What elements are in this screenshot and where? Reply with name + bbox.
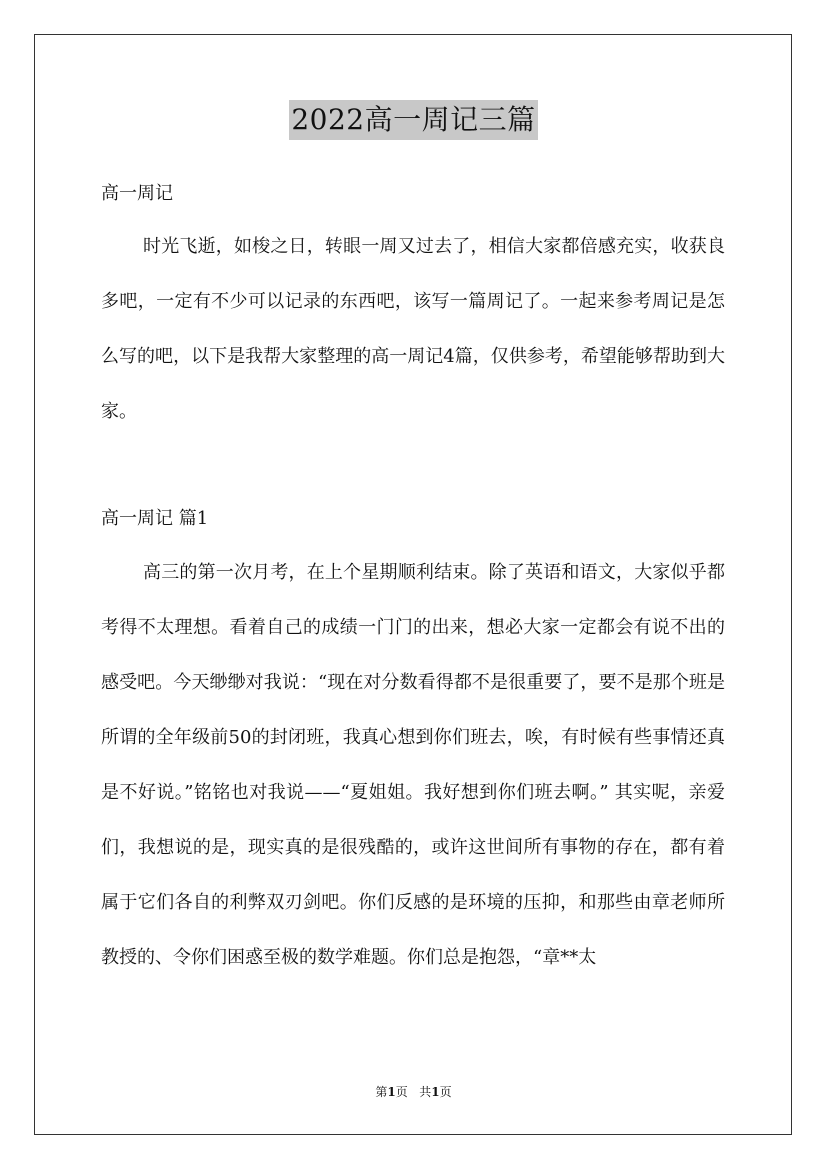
total-pages: 1 xyxy=(431,1085,440,1099)
page-footer xyxy=(0,1084,827,1100)
title-container xyxy=(0,100,827,140)
page-suffix: 页 xyxy=(395,1085,408,1099)
page-number: 1 xyxy=(387,1085,396,1099)
page-prefix: 第 xyxy=(375,1085,388,1099)
section-paragraph: 时光飞逝，如梭之日，转眼一周又过去了，相信大家都倍感充实，收获良多吧，一定有不少可以记录的东西吧，该写一篇周记了。一起来参考周记是怎么写的吧，以下是我帮大家整理的高一周记4篇，仅供参考，希望能够帮助到大家。 xyxy=(101,236,725,422)
section-paragraph: 高三的第一次月考，在上个星期顺利结束。除了英语和语文，大家似乎都考得不太理想。看着自己的成绩一门门的出来，想必大家一定都会有说不出的感受吧。今天缈缈对我说：“现在对分数看得都不是很重要了，要不是那个班是所谓的全年级前50的封闭班，我真心想到你们班去，唉，有时候有些事情还真是不好说。”铭铭也对我说——“夏姐姐。我好想到你们班去啊。” 其实呢，亲爱们，我想说的是，现实真的是很残酷的，或许这世间所有事物的存在，都有着属于它们各自的利弊双刃剑吧。你们反感的是环境的压抑，和那些由章老师所教授的、令你们困惑至极的数学难题。你们总是抱怨，“章**太 xyxy=(101,562,725,968)
total-prefix: 共 xyxy=(419,1085,432,1099)
total-suffix: 页 xyxy=(439,1085,452,1099)
section-heading: 高一周记 篇1 xyxy=(101,508,209,529)
document-title: 2022高一周记三篇 xyxy=(289,100,537,140)
section-heading: 高一周记 xyxy=(101,183,173,204)
